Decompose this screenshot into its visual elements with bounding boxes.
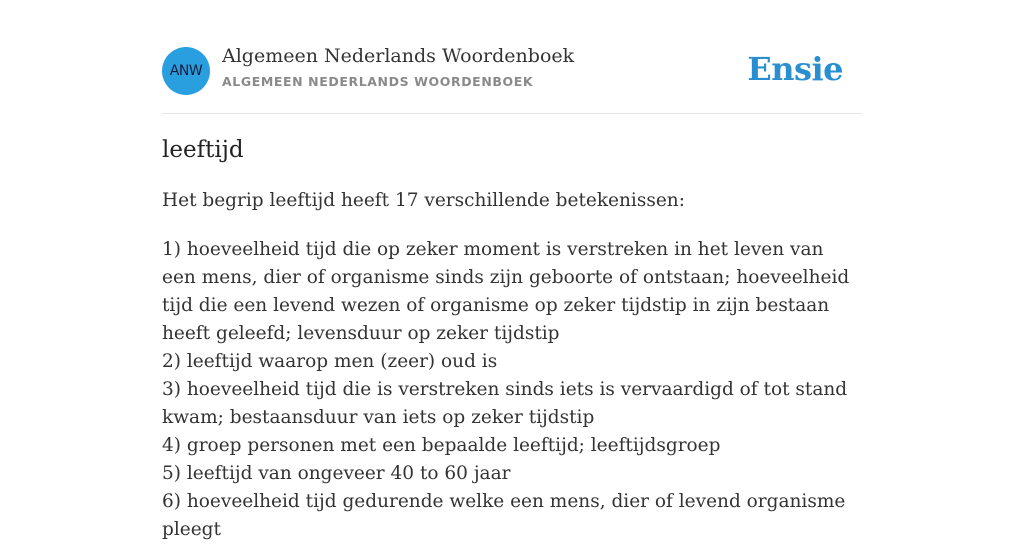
- meaning-item: 5) leeftijd van ongeveer 40 to 60 jaar: [162, 463, 511, 484]
- content-container: [162, 0, 862, 540]
- meaning-item: 1) hoeveelheid tijd die op zeker moment is verstreken in het leven van een mens, dier of organisme sinds zijn geboorte of ontstaan; hoeveelheid tijd die een levend wezen of organisme op zeker tijdstip in zijn bestaan heeft geleefd; levensduur op zeker tijdstip: [162, 239, 850, 344]
- meaning-item: 2) leeftijd waarop men (zeer) oud is: [162, 351, 498, 372]
- source-subtitle: ALGEMEEN NEDERLANDS WOORDENBOEK: [222, 74, 534, 89]
- meaning-item: 3) hoeveelheid tijd die is verstreken sinds iets is vervaardigd of tot stand kwam; bestaansduur van iets op zeker tijdstip: [162, 379, 848, 428]
- meanings-list: [162, 236, 862, 544]
- meaning-item: 6) hoeveelheid tijd gedurende welke een mens, dier of levend organisme pleegt: [162, 491, 846, 540]
- meanings-intro: Het begrip leeftijd heeft 17 verschillende betekenissen:: [162, 190, 685, 211]
- dictionary-header: [162, 0, 862, 114]
- anw-logo[interactable]: ANW: [162, 47, 210, 95]
- headword: leeftijd: [162, 137, 244, 163]
- ensie-brand-link[interactable]: Ensie: [747, 50, 843, 88]
- meaning-item: 4) groep personen met een bepaalde leeftijd; leeftijdsgroep: [162, 435, 721, 456]
- source-title[interactable]: Algemeen Nederlands Woordenboek: [222, 45, 575, 67]
